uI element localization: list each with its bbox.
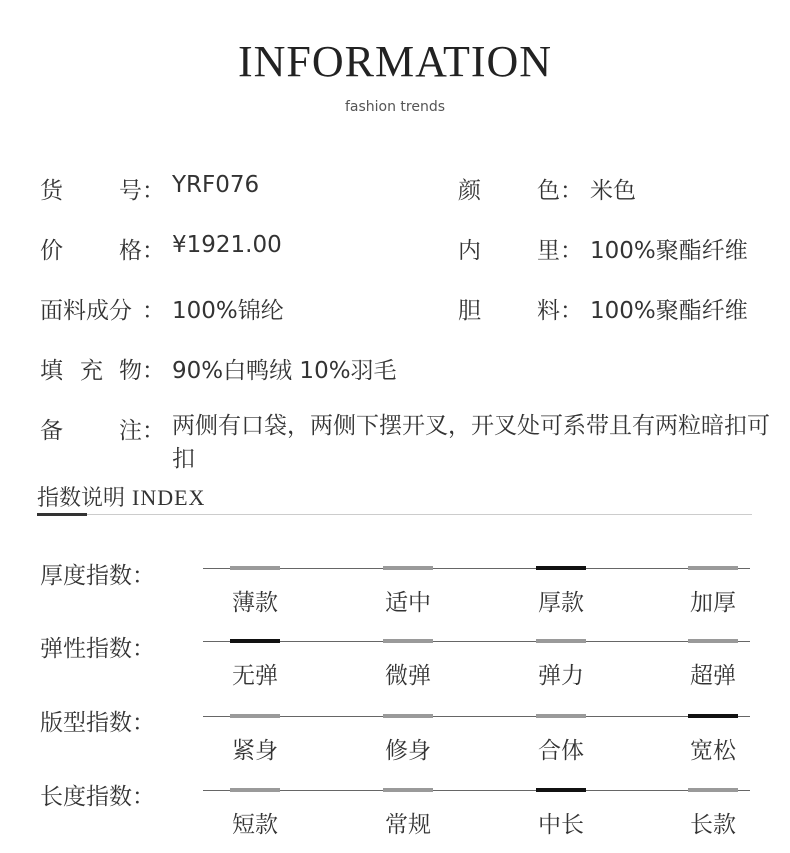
index-option: 薄款: [232, 590, 278, 616]
lining-value: 100%聚酯纤维: [590, 238, 748, 264]
index-option: 合体: [538, 738, 584, 764]
index-option: 中长: [538, 812, 584, 838]
index-option: 超弹: [690, 663, 736, 689]
index-tick: [536, 639, 586, 643]
label-colon: ：: [142, 238, 165, 264]
index-scale-line: [203, 790, 750, 791]
inner-value: 100%聚酯纤维: [590, 298, 748, 324]
index-tick-selected: [230, 639, 280, 643]
index-divider: [37, 514, 752, 515]
index-option: 长款: [690, 812, 736, 838]
index-tick: [383, 639, 433, 643]
index-scale-line: [203, 568, 750, 569]
label-char: 胆: [458, 298, 481, 324]
label-char: 里: [537, 238, 560, 264]
index-tick: [230, 566, 280, 570]
label-colon: ：: [142, 358, 165, 384]
label-colon: ：: [142, 298, 165, 324]
label-char: 填: [40, 358, 63, 384]
label-colon: ：: [560, 178, 583, 204]
label-colon: ：: [560, 298, 583, 324]
index-row-label: 长度指数：: [40, 784, 155, 810]
label-text: 面料成分: [40, 298, 132, 324]
index-tick-selected: [688, 714, 738, 718]
index-tick: [383, 788, 433, 792]
index-tick: [536, 714, 586, 718]
index-tick: [230, 788, 280, 792]
label-char: 货: [40, 178, 63, 204]
label-char: 格: [119, 238, 142, 264]
index-option: 适中: [385, 590, 431, 616]
index-option: 紧身: [232, 738, 278, 764]
label-colon: ：: [142, 178, 165, 204]
fabric-value: 100%锦纶: [172, 298, 284, 324]
index-option: 厚款: [538, 590, 584, 616]
index-tick: [230, 714, 280, 718]
index-tick-selected: [536, 788, 586, 792]
page-subtitle: fashion trends: [344, 99, 446, 115]
index-option: 宽松: [690, 738, 736, 764]
index-option: 弹力: [538, 663, 584, 689]
page-title: INFORMATION: [237, 37, 553, 86]
index-scale-line: [203, 641, 750, 642]
label-char: 价: [40, 238, 63, 264]
index-option: 短款: [232, 812, 278, 838]
label-colon: ：: [142, 418, 165, 444]
filling-value: 90%白鸭绒 10%羽毛: [172, 358, 397, 384]
label-char: 充: [80, 358, 103, 384]
index-tick: [688, 788, 738, 792]
index-tick: [688, 639, 738, 643]
index-divider-accent: [37, 513, 87, 516]
label-char: 物: [119, 358, 142, 384]
index-title-en: INDEX: [132, 485, 206, 510]
label-char: 色: [537, 178, 560, 204]
label-char: 号: [119, 178, 142, 204]
label-colon: ：: [560, 238, 583, 264]
label-char: 注: [119, 418, 142, 444]
index-tick: [688, 566, 738, 570]
label-char: 备: [40, 418, 63, 444]
label-char: 料: [537, 298, 560, 324]
item-number-value: YRF076: [172, 172, 260, 198]
price-value: ¥1921.00: [172, 232, 282, 258]
index-option: 加厚: [690, 590, 736, 616]
index-option: 微弹: [385, 663, 431, 689]
index-option: 修身: [385, 738, 431, 764]
index-section-title: [37, 481, 205, 512]
label-char: 内: [458, 238, 481, 264]
index-tick: [383, 566, 433, 570]
index-tick-selected: [536, 566, 586, 570]
index-row-label: 版型指数：: [40, 710, 155, 736]
color-value: 米色: [590, 178, 636, 204]
index-tick: [383, 714, 433, 718]
index-row-label: 弹性指数：: [40, 636, 155, 662]
index-option: 常规: [385, 812, 431, 838]
index-row-label: 厚度指数：: [40, 563, 155, 589]
index-title-cn: 指数说明: [37, 486, 126, 511]
label-char: 颜: [458, 178, 481, 204]
index-option: 无弹: [232, 663, 278, 689]
index-scale-line: [203, 716, 750, 717]
note-value: 两侧有口袋，两侧下摆开叉，开叉处可系带且有两粒暗扣可扣: [172, 413, 770, 472]
